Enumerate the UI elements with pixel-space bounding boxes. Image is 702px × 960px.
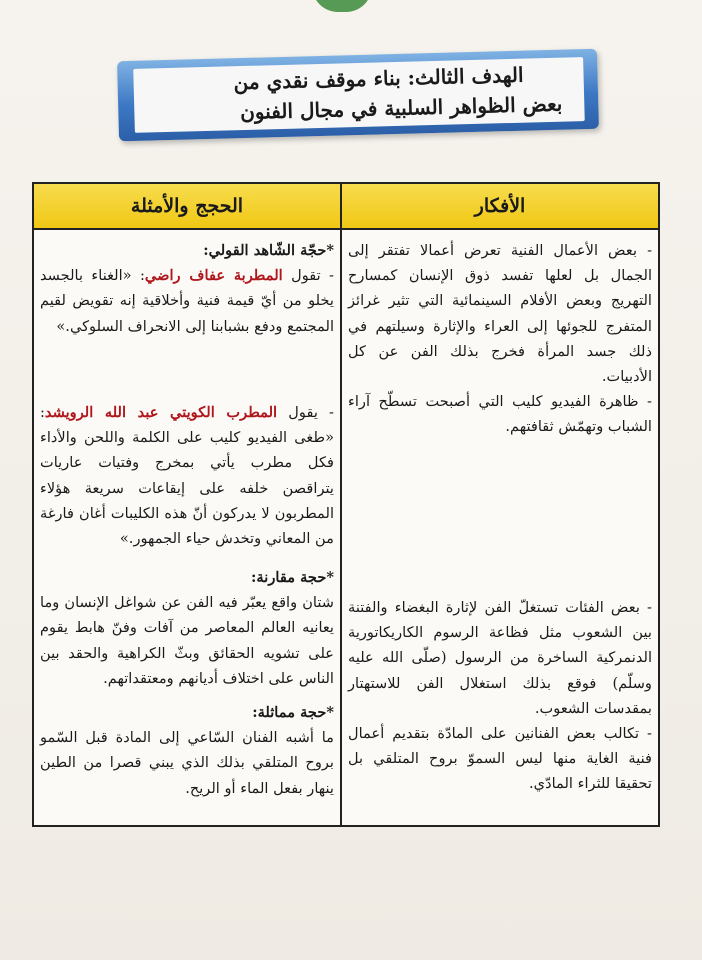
- header-arguments: الحجج والأمثلة: [34, 184, 340, 228]
- argument-quote-2: [40, 400, 334, 551]
- title-banner-panel: [133, 57, 585, 133]
- quote-2-text: [40, 400, 334, 551]
- quote-1-intro: - تقول: [291, 267, 334, 285]
- banner-title-line1: الهدف الثالث: بناء موقف نقدي من: [233, 62, 524, 95]
- ideas-cell-top: [348, 238, 652, 440]
- comparison-text: شتان واقع يعبّر فيه الفن عن شواغل الإنسان وما يعانيه العالم المعاصر من آفات وفنّ هابط يقوم على تشويه الحقائق وبثّ الكراهية والحقد بين الناس على اختلاف أديانهم ومعتقداتهم.: [40, 594, 334, 687]
- quote-1-body: : «الغناء بالجسد يخلو من أيّ قيمة فنية وأخلاقية إنه تقويض لقيم المجتمع ودفع بشبابنا إلى الانحراف السلوكي.»: [40, 267, 334, 335]
- idea-4: - تكالب بعض الفنانين على المادّة بتقديم أعمال فنية الغاية منها ليس السموّ بروح المتلقي بل تحقيقا للثراء المادّي.: [348, 725, 652, 793]
- column-divider: [340, 182, 342, 827]
- argument-analogy: [40, 700, 334, 801]
- argument-type-analogy: *حجة مماثلة:: [252, 704, 334, 721]
- quote-2-body: : «طغى الفيديو كليب على الكلمة واللحن والأداء فكل مطرب يأتي بمخرج وفتيات عاريات يتراقصن خلفه على إيقاعات سريعة هؤلاء المطربون لا يدركون أنّ هذه الكليبات أغان فارغة من المعاني وتخدش حياء الجمهور.»: [40, 404, 334, 548]
- argument-comparison: [40, 565, 334, 691]
- quote-1-speaker: المطربة عفاف راضي: [144, 267, 283, 285]
- idea-1: - بعض الأعمال الفنية تعرض أعمالا تفتقر إلى الجمال بل لعلها تفسد ذوق الإنسان كمسارح التهريج وبعض الأفلام السينمائية التي تثير غرائز المتفرج للجوئها إلى العراء والإثارة وسيلتهم في ذلك جسد المرأة فخرج بذلك الفن عن كل الأدبيات.: [348, 242, 652, 386]
- argument-type-quote: *حجّة الشّاهد القولي:: [203, 242, 334, 259]
- title-banner: [117, 49, 599, 142]
- quote-1-text: [40, 263, 334, 339]
- banner-title-line2: بعض الظواهر السلبية في مجال الفنون: [239, 91, 563, 125]
- argument-type-comparison: *حجة مقارنة:: [251, 569, 334, 586]
- analogy-text: ما أشبه الفنان السّاعي إلى المادة قبل السّمو بروح المتلقي بذلك الذي يبني قصرا من الطين ينهار بفعل الماء أو الريح.: [40, 729, 334, 797]
- idea-3: - بعض الفئات تستغلّ الفن لإثارة البغضاء والفتنة بين الشعوب مثل فظاعة الرسوم الكاريكاتورية الدنمركية الساخرة من الرسول (صلّى الله عليه وسلّم) فوقع بذلك استغلال الفن للاستهتار بمقدسات الشعوب.: [348, 599, 652, 717]
- quote-2-intro: - يقول: [288, 404, 334, 421]
- header-ideas: الأفكار: [342, 184, 658, 228]
- argument-quote-1: [40, 238, 334, 339]
- idea-2: - ظاهرة الفيديو كليب التي أصبحت تسطّح آراء الشباب وتهمّش ثقافتهم.: [348, 393, 652, 436]
- ideas-cell-bottom: [348, 595, 652, 797]
- header-divider: [34, 228, 658, 230]
- quote-2-speaker: المطرب الكويتي عبد الله الرويشد: [44, 404, 278, 421]
